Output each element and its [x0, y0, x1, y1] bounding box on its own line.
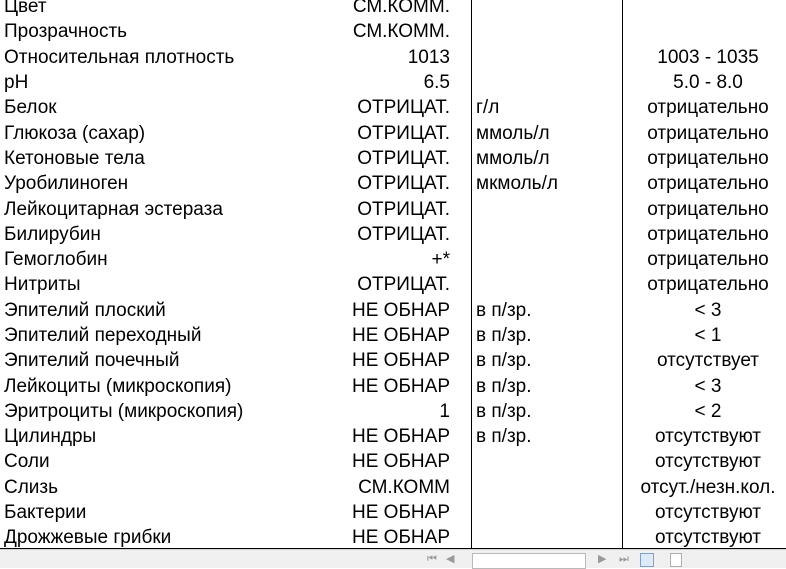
table-row — [0, 45, 786, 70]
result-unit — [472, 196, 623, 221]
test-name: Слизь — [0, 475, 310, 500]
test-name: Кетоновые тела — [0, 146, 310, 171]
result-value: НЕ ОБНАР — [310, 449, 472, 474]
table-row — [0, 171, 786, 196]
result-unit: в п/зр. — [472, 323, 623, 348]
result-unit — [472, 45, 623, 70]
result-value: +* — [310, 247, 472, 272]
result-unit — [472, 449, 623, 474]
result-value: ОТРИЦАТ. — [310, 272, 472, 297]
test-name: Уробилиноген — [0, 171, 310, 196]
table-row — [0, 247, 786, 272]
result-unit: г/л — [472, 95, 623, 120]
result-unit — [472, 475, 623, 500]
result-value: 1013 — [310, 45, 472, 70]
test-name: Лейкоциты (микроскопия) — [0, 373, 310, 398]
result-value: ОТРИЦАТ. — [310, 222, 472, 247]
table-row — [0, 19, 786, 44]
table-row — [0, 196, 786, 221]
result-value: СМ.КОММ. — [310, 19, 472, 44]
result-unit: ммоль/л — [472, 146, 623, 171]
result-value: НЕ ОБНАР — [310, 348, 472, 373]
result-value: ОТРИЦАТ. — [310, 146, 472, 171]
reference-range: отсутствует — [623, 348, 786, 373]
test-name: Эпителий переходный — [0, 323, 310, 348]
test-name: Нитриты — [0, 272, 310, 297]
table-row — [0, 146, 786, 171]
test-name: Эпителий почечный — [0, 348, 310, 373]
result-value: НЕ ОБНАР — [310, 298, 472, 323]
result-value: ОТРИЦАТ. — [310, 171, 472, 196]
test-name: Дрожжевые грибки — [0, 525, 310, 548]
reference-range: отсут./незн.кол. — [623, 475, 786, 500]
reference-range: < 3 — [623, 298, 786, 323]
reference-range: отрицательно — [623, 171, 786, 196]
test-name: Прозрачность — [0, 19, 310, 44]
test-name: Эпителий плоский — [0, 298, 310, 323]
test-name: Бактерии — [0, 500, 310, 525]
reference-range: отрицательно — [623, 272, 786, 297]
reference-range: отрицательно — [623, 146, 786, 171]
result-unit — [472, 70, 623, 95]
result-unit — [472, 19, 623, 44]
table-row — [0, 373, 786, 398]
test-name: Билирубин — [0, 222, 310, 247]
test-name: Белок — [0, 95, 310, 120]
result-unit — [472, 500, 623, 525]
result-value: НЕ ОБНАР — [310, 323, 472, 348]
result-value: ОТРИЦАТ. — [310, 196, 472, 221]
test-name: Лейкоцитарная эстераза — [0, 196, 310, 221]
table-row — [0, 500, 786, 525]
report-toolbar — [0, 549, 786, 568]
prev-page-icon[interactable]: ◀ — [446, 552, 454, 566]
result-value: ОТРИЦАТ. — [310, 95, 472, 120]
reference-range: отрицательно — [623, 222, 786, 247]
table-row — [0, 348, 786, 373]
reference-range — [623, 19, 786, 44]
first-page-icon[interactable]: ⏮ — [427, 552, 437, 566]
test-name: pH — [0, 70, 310, 95]
table-row — [0, 222, 786, 247]
table-row — [0, 95, 786, 120]
reference-range: отсутствуют — [623, 449, 786, 474]
reference-range: 1003 - 1035 — [623, 45, 786, 70]
test-name: Относительная плотность — [0, 45, 310, 70]
test-name: Эритроциты (микроскопия) — [0, 399, 310, 424]
next-page-icon[interactable]: ▶ — [598, 552, 606, 566]
test-name: Соли — [0, 449, 310, 474]
result-value: ОТРИЦАТ. — [310, 120, 472, 145]
table-row — [0, 120, 786, 145]
reference-range: < 1 — [623, 323, 786, 348]
result-unit: в п/зр. — [472, 424, 623, 449]
table-row — [0, 475, 786, 500]
result-value: 6.5 — [310, 70, 472, 95]
result-unit: ммоль/л — [472, 120, 623, 145]
result-unit: в п/зр. — [472, 399, 623, 424]
result-value: НЕ ОБНАР — [310, 373, 472, 398]
result-unit — [472, 247, 623, 272]
result-unit — [472, 525, 623, 548]
reference-range: 5.0 - 8.0 — [623, 70, 786, 95]
result-unit — [472, 0, 623, 19]
result-value: НЕ ОБНАР — [310, 500, 472, 525]
test-name: Цвет — [0, 0, 310, 19]
result-value: 1 — [310, 399, 472, 424]
result-unit — [472, 272, 623, 297]
reference-range: < 2 — [623, 399, 786, 424]
table-row — [0, 323, 786, 348]
result-value: НЕ ОБНАР — [310, 525, 472, 548]
reference-range — [623, 0, 786, 19]
reference-range: отрицательно — [623, 95, 786, 120]
reference-range: отсутствуют — [623, 525, 786, 548]
reference-range: отрицательно — [623, 120, 786, 145]
table-row — [0, 399, 786, 424]
refresh-icon[interactable] — [640, 553, 654, 567]
result-unit: мкмоль/л — [472, 171, 623, 196]
table-row — [0, 298, 786, 323]
reference-range: отсутствуют — [623, 500, 786, 525]
result-unit: в п/зр. — [472, 373, 623, 398]
table-row — [0, 424, 786, 449]
dropdown-icon[interactable] — [670, 553, 682, 567]
reference-range: отрицательно — [623, 196, 786, 221]
last-page-icon[interactable]: ⏭ — [619, 552, 629, 566]
reference-range: отсутствуют — [623, 424, 786, 449]
table-row — [0, 525, 786, 548]
reference-range: отрицательно — [623, 247, 786, 272]
result-value: СМ.КОММ. — [310, 0, 472, 19]
result-value: НЕ ОБНАР — [310, 424, 472, 449]
reference-range: < 3 — [623, 373, 786, 398]
result-unit: в п/зр. — [472, 348, 623, 373]
table-row — [0, 272, 786, 297]
result-value: СМ.КОММ — [310, 475, 472, 500]
result-unit: в п/зр. — [472, 298, 623, 323]
table-row — [0, 0, 786, 19]
test-name: Глюкоза (сахар) — [0, 120, 310, 145]
test-name: Цилиндры — [0, 424, 310, 449]
table-row — [0, 449, 786, 474]
table-row — [0, 70, 786, 95]
test-name: Гемоглобин — [0, 247, 310, 272]
result-unit — [472, 222, 623, 247]
